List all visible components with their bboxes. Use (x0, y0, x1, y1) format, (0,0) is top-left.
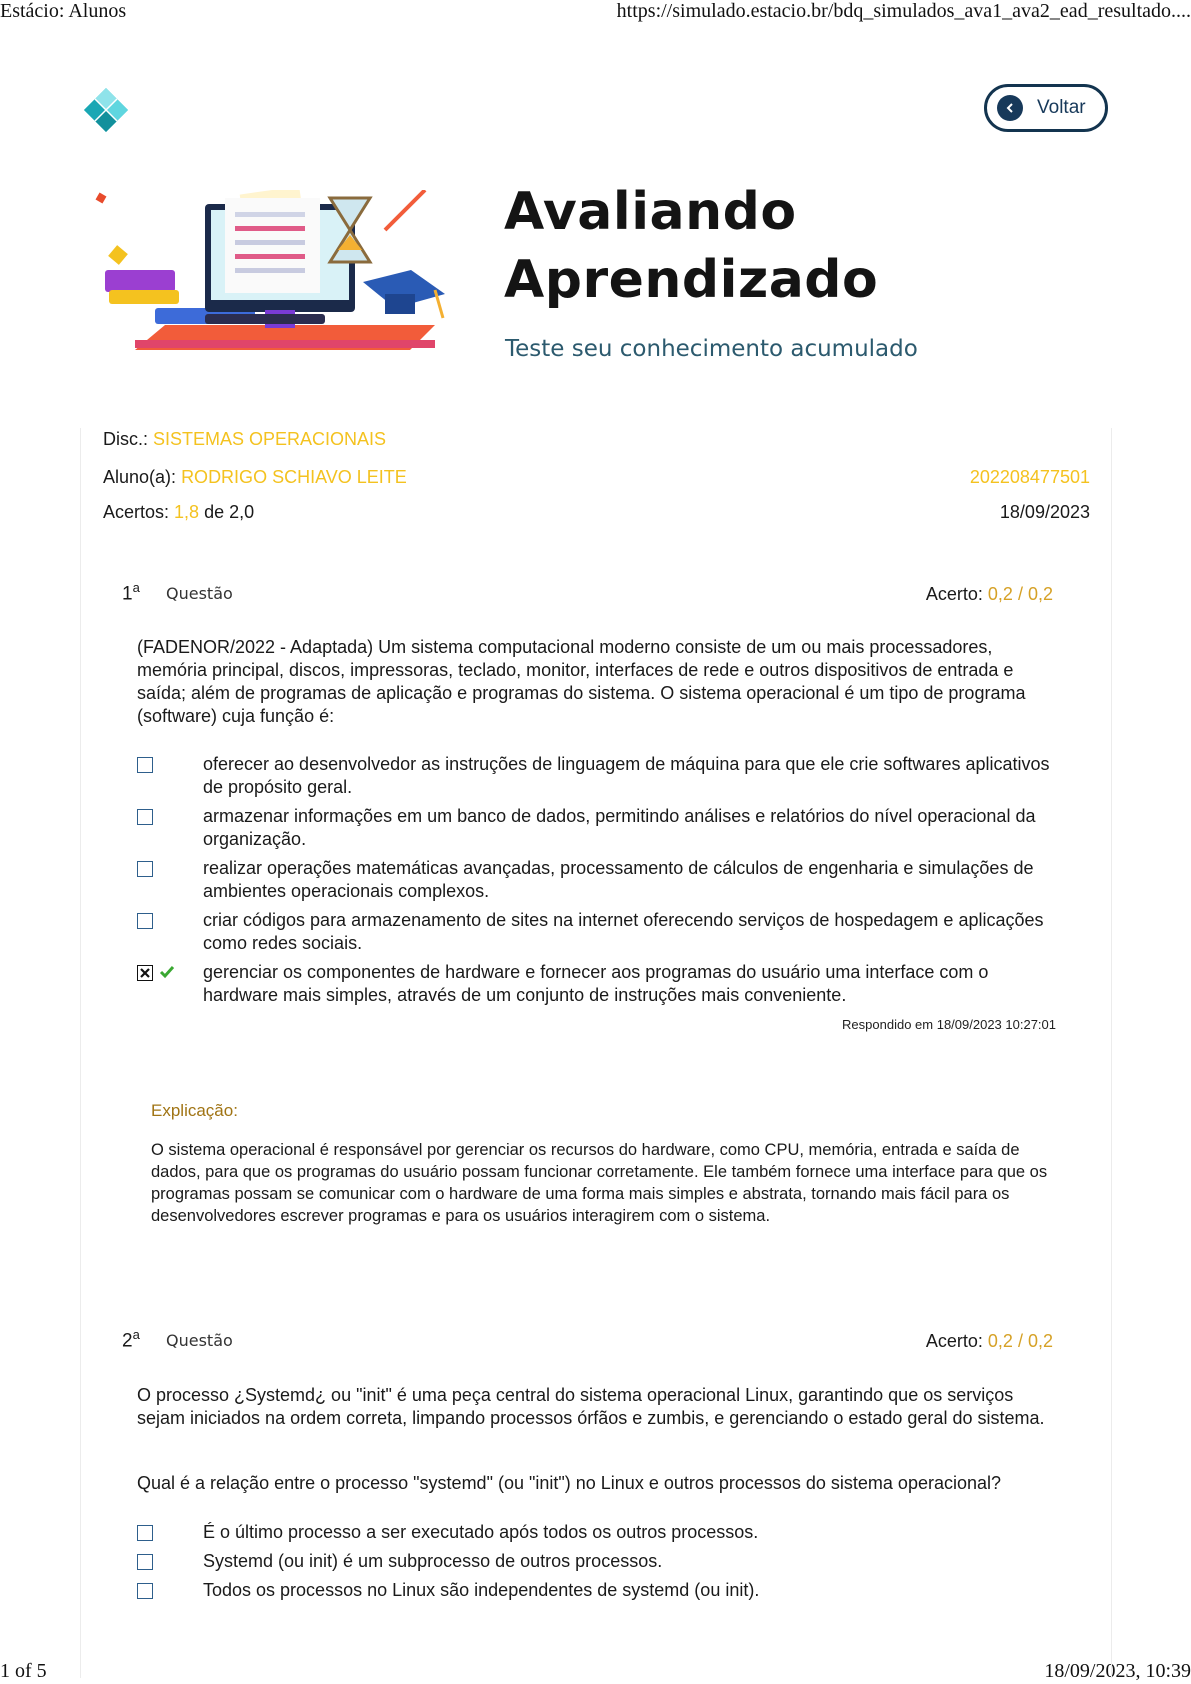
estacio-logo-icon (82, 86, 130, 134)
option-checkbox-checked[interactable] (137, 965, 153, 981)
back-button-label: Voltar (1037, 97, 1086, 118)
score-value: 1,8 (174, 502, 200, 522)
discipline-value: SISTEMAS OPERACIONAIS (153, 429, 387, 449)
score-label: Acertos: (103, 502, 170, 522)
back-button[interactable] (984, 84, 1108, 132)
page-subtitle: Teste seu conhecimento acumulado (505, 336, 918, 362)
student-id: 202208477501 (969, 467, 1090, 487)
explanation-label: Explicação: (151, 1101, 238, 1120)
option-text: gerenciar os componentes de hardware e fornecer aos programas do usuário uma interface com o hardware mais simples, através de um conjunto de instruções mais conveniente. (203, 962, 989, 1005)
chevron-left-icon (997, 95, 1023, 121)
discipline-row (103, 429, 386, 450)
question-score (926, 584, 1053, 605)
print-footer-datetime: 18/09/2023, 10:39 (1044, 1660, 1191, 1682)
exam-date: 18/09/2023 (999, 502, 1090, 522)
score-row (103, 502, 254, 523)
option-text: Systemd (ou init) é um subprocesso de outros processos. (203, 1551, 663, 1571)
option-checkbox[interactable] (137, 757, 153, 773)
option-checkbox[interactable] (137, 1583, 153, 1599)
student-row (103, 467, 407, 488)
page-title-line1: Avaliando (504, 182, 797, 242)
acerto-value: 0,2 (987, 584, 1013, 604)
question-number-value: 2 (122, 1330, 133, 1352)
question-ordinal: a (132, 580, 140, 595)
question-score (926, 1331, 1053, 1352)
print-header-url: https://simulado.estacio.br/bdq_simulados_ava1_ava2_ead_resultado.... (616, 0, 1191, 22)
acerto-label: Acerto: (925, 1331, 983, 1351)
print-footer-page: 1 of 5 (0, 1660, 47, 1682)
option-checkbox[interactable] (137, 809, 153, 825)
question-number-value: 1 (122, 583, 133, 605)
option-text: armazenar informações em um banco de dados, permitindo análises e relatórios do nível operacional da organização. (203, 806, 1036, 849)
hero-illustration (95, 190, 485, 360)
option-text: realizar operações matemáticas avançadas, processamento de cálculos de engenharia e simulações de ambientes operacionais complexos. (203, 858, 1034, 901)
question-number (122, 1327, 140, 1352)
print-header-title: Estácio: Alunos (0, 0, 127, 22)
page-title (504, 178, 878, 314)
option-checkbox[interactable] (137, 1525, 153, 1541)
student-name: RODRIGO SCHIAVO LEITE (181, 467, 407, 487)
question-statement: (FADENOR/2022 - Adaptada) Um sistema computacional moderno consiste de um ou mais processadores, memória principal, discos, impressoras, teclado, monitor, interfaces de rede e outros dispositivos de entrada e saída; além de programas de aplicação e programas do sistema. O sistema operacional é um tipo de programa (software) cuja função é: (137, 637, 1026, 726)
option-checkbox[interactable] (137, 861, 153, 877)
question-number (122, 580, 140, 605)
explanation-text: O sistema operacional é responsável por gerenciar os recursos do hardware, como CPU, memória, entrada e saída de dados, para que os programas do usuário possam funcionar corretamente. Ele também fornece uma interface para que os programas possam se comunicar com o hardware de uma forma mais simples e abstrata, tornando mais fácil para os desenvolvedores escrever programas e para os usuários interagirem com o sistema. (151, 1141, 1048, 1225)
question-label: Questão (166, 584, 233, 603)
score-total: de 2,0 (204, 502, 255, 522)
answered-timestamp: Respondido em 18/09/2023 10:27:01 (842, 1017, 1056, 1032)
option-text: oferecer ao desenvolvedor as instruções de linguagem de máquina para que ele crie softwares aplicativos de propósito geral. (203, 754, 1050, 797)
question-label: Questão (166, 1331, 233, 1350)
option-checkbox[interactable] (137, 913, 153, 929)
option-text: Todos os processos no Linux são independentes de systemd (ou init). (203, 1580, 760, 1600)
print-header (0, 0, 1191, 24)
discipline-label: Disc.: (103, 429, 148, 449)
option-text: criar códigos para armazenamento de sites na internet oferecendo serviços de hospedagem e aplicações como redes sociais. (203, 910, 1044, 953)
option-text: É o último processo a ser executado após todos os outros processos. (203, 1522, 759, 1542)
question-statement: O processo ¿Systemd¿ ou "init" é uma peça central do sistema operacional Linux, garantindo que os serviços sejam iniciados na ordem correta, limpando processos órfãos e zumbis, e gerenciando o estado geral do sistema. (137, 1385, 1045, 1428)
acerto-total: / 0,2 (1017, 584, 1053, 604)
question-prompt: Qual é a relação entre o processo "systemd" (ou "init") no Linux e outros processos do sistema operacional? (137, 1473, 1002, 1493)
acerto-label: Acerto: (925, 584, 983, 604)
question-ordinal: a (132, 1327, 140, 1342)
option-checkbox[interactable] (137, 1554, 153, 1570)
check-correct-icon (159, 965, 175, 984)
x-mark-icon (139, 967, 151, 979)
page-title-line2: Aprendizado (504, 250, 879, 310)
acerto-value: 0,2 (987, 1331, 1013, 1351)
student-label: Aluno(a): (103, 467, 177, 487)
acerto-total: / 0,2 (1017, 1331, 1053, 1351)
